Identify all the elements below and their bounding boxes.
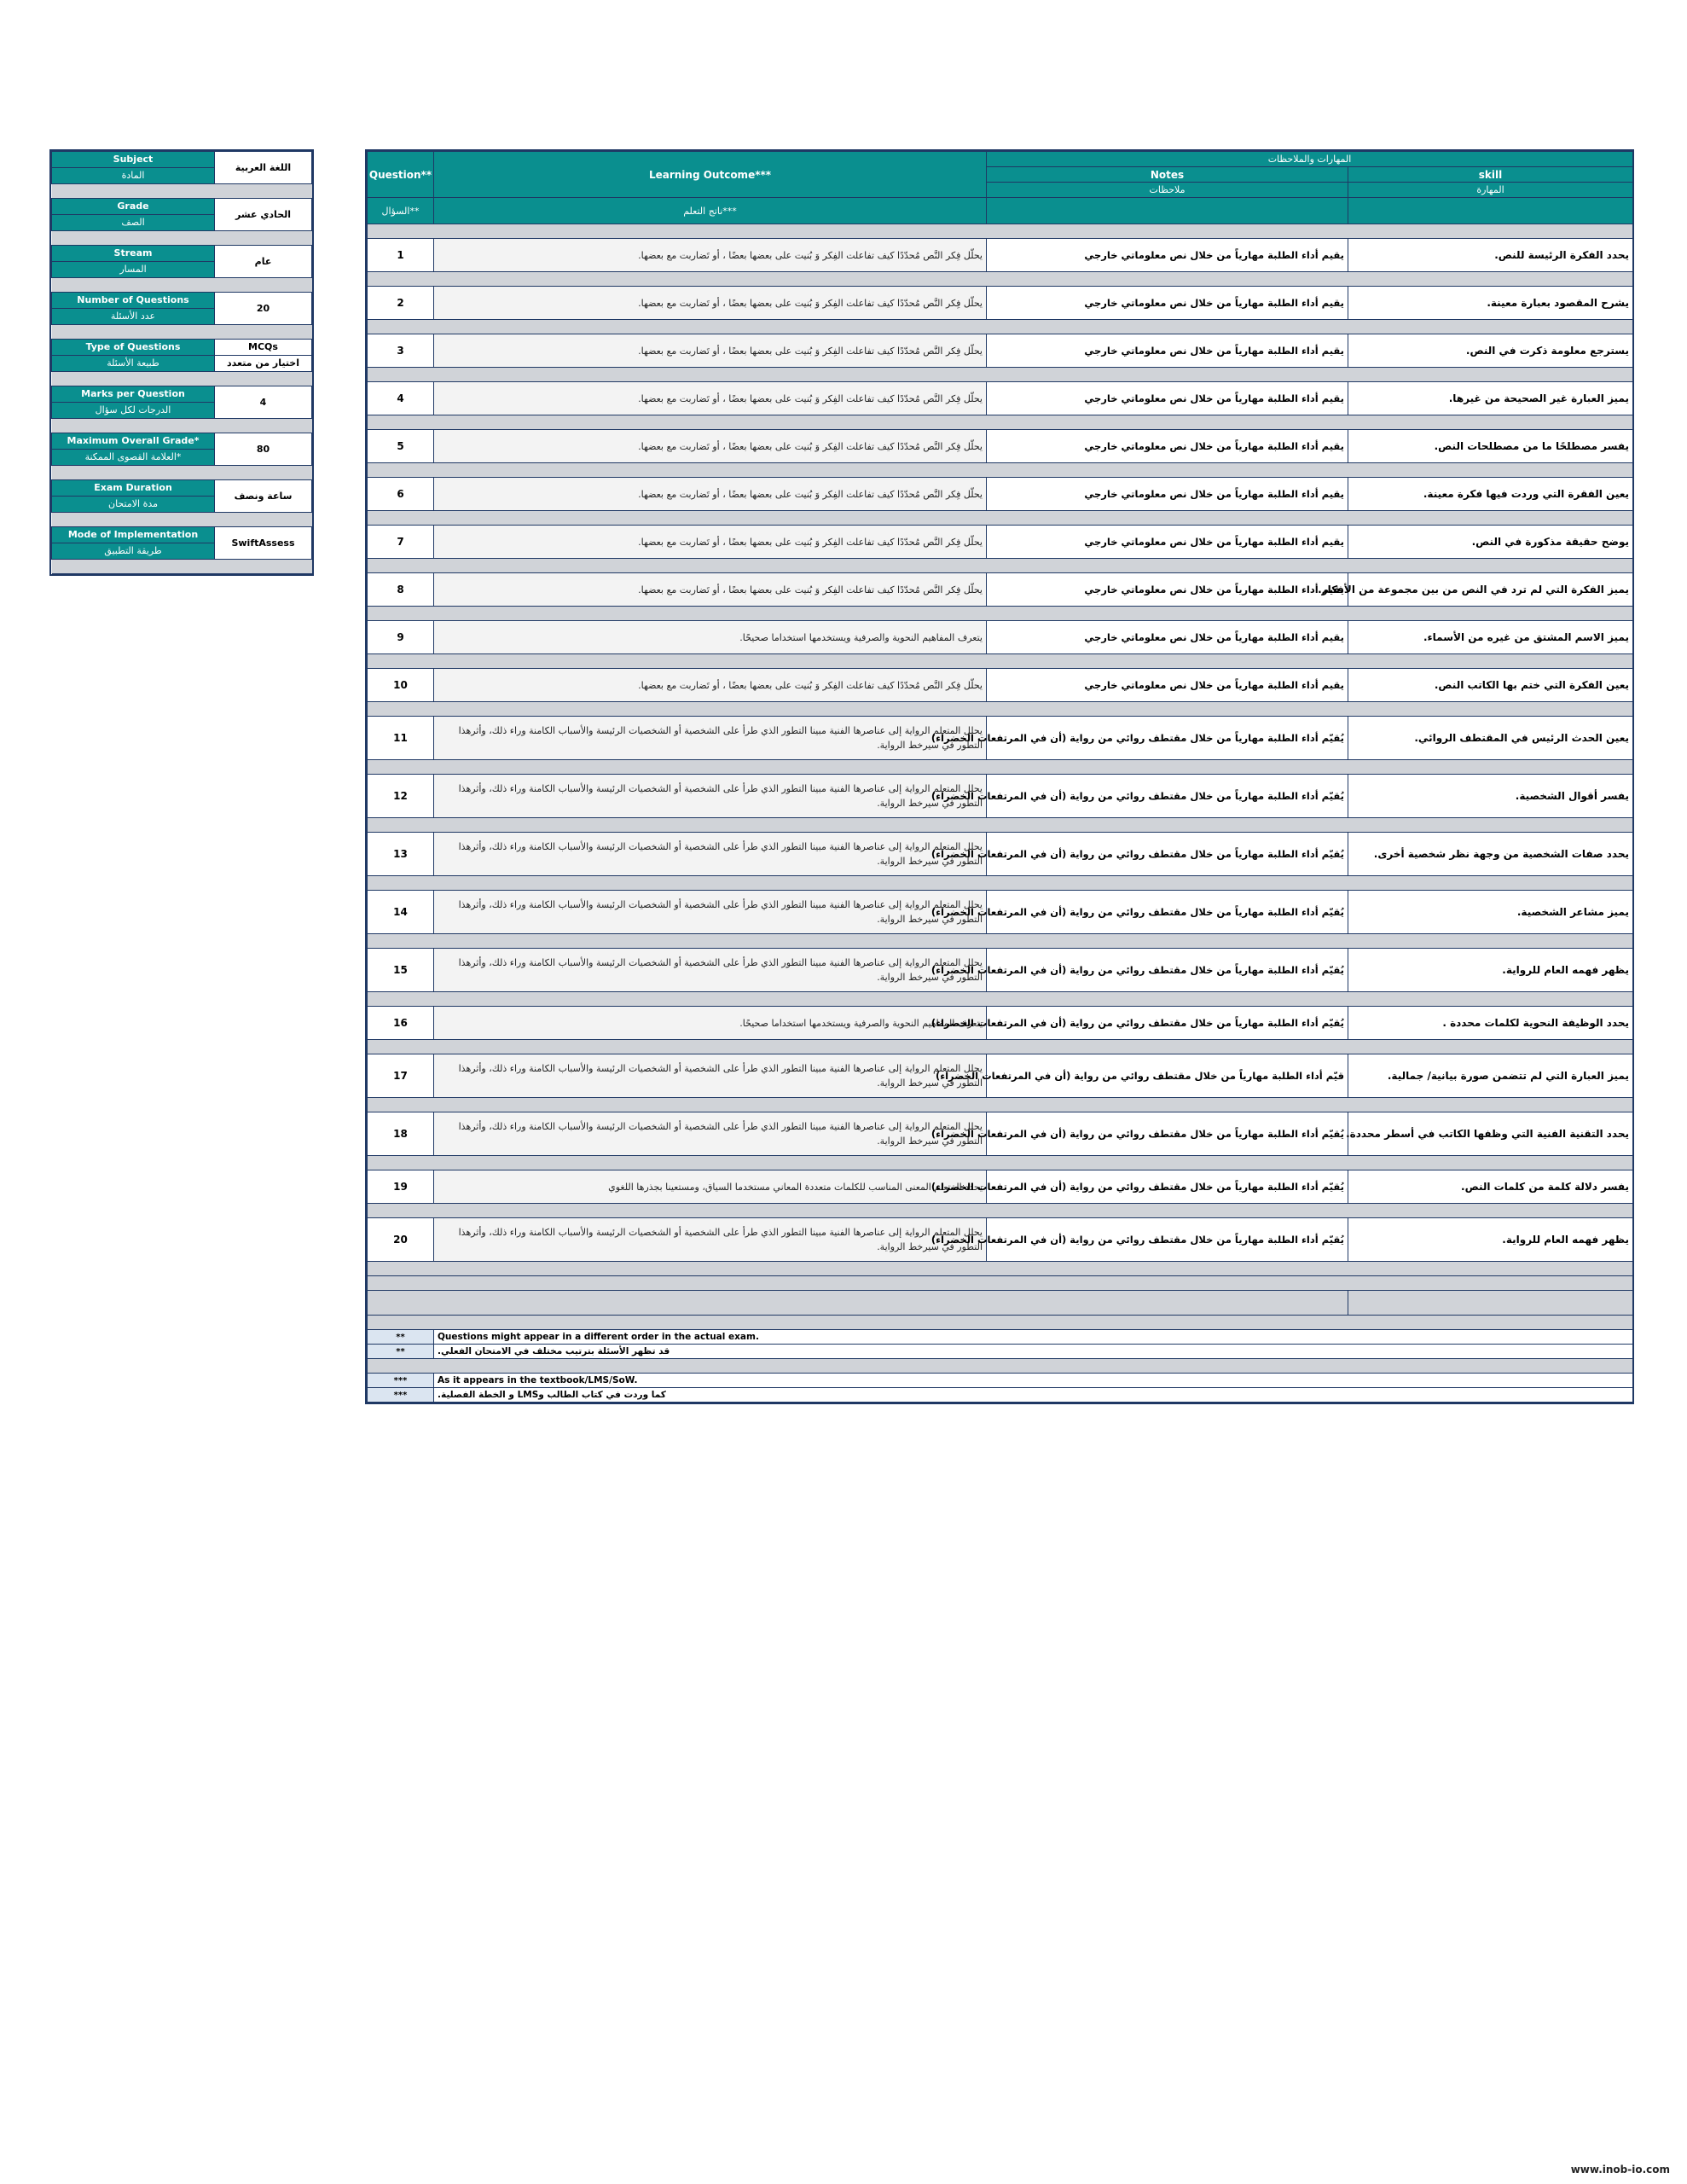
question-number: 18 xyxy=(368,1112,434,1156)
table-row xyxy=(368,775,1633,818)
learning-outcome-cell: يحلل المتعلم الرواية إلى عناصرها الفنية مبينا التطور الذي طرأ على الشخصية أو الشخصيات الرئيسة والأسباب الكامنة وراء ذلك، وأثرهذا التطور في سيرخط الرواية. xyxy=(434,775,987,818)
learning-outcome-cell: يحلل المتعلم الرواية إلى عناصرها الفنية مبينا التطور الذي طرأ على الشخصية أو الشخصيات الرئيسة والأسباب الكامنة وراء ذلك، وأثرهذا التطور في سيرخط الرواية. xyxy=(434,1112,987,1156)
info-label-ar: المسار xyxy=(52,262,215,278)
table-separator xyxy=(368,1040,1633,1054)
skill-cell: يظهر فهمه العام للرواية. xyxy=(1348,949,1633,992)
footnote-symbol: ** xyxy=(368,1345,434,1359)
question-number: 20 xyxy=(368,1218,434,1262)
info-label: Marks per Question xyxy=(52,386,215,403)
site-watermark: www.inob-io.com xyxy=(1570,2164,1670,2175)
info-label: Stream xyxy=(52,246,215,262)
notes-cell: يقيم أداء الطلبة مهارياً من خلال نص معلوماتي خارجي xyxy=(987,382,1348,415)
info-separator xyxy=(52,184,312,199)
learning-outcome-cell: يحلل المتعلم الرواية إلى عناصرها الفنية مبينا التطور الذي طرأ على الشخصية أو الشخصيات الرئيسة والأسباب الكامنة وراء ذلك، وأثرهذا التطور في سيرخط الرواية. xyxy=(434,949,987,992)
footnote-text-ar: قد تظهر الأسئلة بترتيب مختلف في الامتحان الفعلي. xyxy=(434,1345,1633,1359)
learning-outcome-cell: يحلّل فِكر النَّص مُحدّدًا كيف تفاعلت الفِكر وَ بُنيت على بعضها بعضًا ، أو تَضاربت مع بعضها. xyxy=(434,478,987,511)
notes-cell: يقيم أداء الطلبة مهارياً من خلال نص معلوماتي خارجي xyxy=(987,669,1348,702)
skill-header-ar: المهارة xyxy=(1348,183,1633,198)
learning-outcome-cell: يحلل المتعلم الرواية إلى عناصرها الفنية مبينا التطور الذي طرأ على الشخصية أو الشخصيات الرئيسة والأسباب الكامنة وراء ذلك، وأثرهذا التطور في سيرخط الرواية. xyxy=(434,1218,987,1262)
info-separator xyxy=(52,513,312,527)
learning-outcome-cell: يحلّل فِكر النَّص مُحدّدًا كيف تفاعلت الفِكر وَ بُنيت على بعضها بعضًا ، أو تَضاربت مع بعضها. xyxy=(434,669,987,702)
notes-cell: يقيم أداء الطلبة مهارياً من خلال نص معلوماتي خارجي xyxy=(987,478,1348,511)
learning-outcome-cell: يحلّل فِكر النَّص مُحدّدًا كيف تفاعلت الفِكر وَ بُنيت على بعضها بعضًا ، أو تَضاربت مع بعضها. xyxy=(434,334,987,368)
question-number: 11 xyxy=(368,717,434,760)
info-separator xyxy=(52,419,312,433)
question-number: 8 xyxy=(368,573,434,607)
skill-cell: يميز العبارة غير الصحيحة من غيرها. xyxy=(1348,382,1633,415)
table-separator xyxy=(368,415,1633,430)
learning-outcome-cell: يحلّل فِكر النَّص مُحدّدًا كيف تفاعلت الفِكر وَ بُنيت على بعضها بعضًا ، أو تَضاربت مع بعضها. xyxy=(434,382,987,415)
learning-outcome-cell: يحلّل فِكر النَّص مُحدّدًا كيف تفاعلت الفِكر وَ بُنيت على بعضها بعضًا ، أو تَضاربت مع بعضها. xyxy=(434,573,987,607)
table-separator xyxy=(368,1316,1633,1330)
learning-outcome-header: Learning Outcome*** xyxy=(434,152,987,198)
skill-cell: يعين الفقرة التي وردت فيها فكرة معينة. xyxy=(1348,478,1633,511)
skill-cell: يحدد التقنية الفنية التي وظفها الكاتب في أسطر محددة. xyxy=(1348,1112,1633,1156)
learning-outcome-cell: يحلّل فِكر النَّص مُحدّدًا كيف تفاعلت الفِكر وَ بُنيت على بعضها بعضًا ، أو تَضاربت مع بعضها. xyxy=(434,239,987,272)
header-filler xyxy=(987,198,1348,224)
skill-cell: يحدد الفكرة الرئيسة للنص. xyxy=(1348,239,1633,272)
notes-cell: يُقيّم أداء الطلبة مهارياً من خلال مقتطف روائي من رواية (أن في المرتفعات الخضراء) xyxy=(987,891,1348,934)
table-row xyxy=(368,239,1633,272)
table-separator xyxy=(368,1359,1633,1374)
info-label: Mode of Implementation xyxy=(52,527,215,543)
footnote-symbol: *** xyxy=(368,1374,434,1388)
skills-notes-group-header: المهارات والملاحظات xyxy=(987,152,1633,167)
table-separator xyxy=(368,511,1633,526)
question-number: 15 xyxy=(368,949,434,992)
info-label-ar: طبيعة الأسئلة xyxy=(52,356,215,372)
info-value: 20 xyxy=(215,293,312,325)
notes-cell: يقيم أداء الطلبة مهارياً من خلال نص معلوماتي خارجي xyxy=(987,621,1348,654)
info-label-ar: عدد الأسئلة xyxy=(52,309,215,325)
table-separator xyxy=(368,368,1633,382)
skill-cell: يحدد صفات الشخصية من وجهة نظر شخصية أخرى. xyxy=(1348,833,1633,876)
table-row xyxy=(368,669,1633,702)
table-separator xyxy=(368,1276,1633,1291)
table-separator xyxy=(368,1262,1633,1276)
table-row xyxy=(368,891,1633,934)
table-separator xyxy=(368,654,1633,669)
table-separator xyxy=(368,818,1633,833)
table-row xyxy=(368,382,1633,415)
table-row xyxy=(368,1007,1633,1040)
table-separator xyxy=(368,607,1633,621)
table-row xyxy=(368,1218,1633,1262)
notes-cell: يُقيّم أداء الطلبة مهارياً من خلال مقتطف روائي من رواية (أن في المرتفعات الخضراء) xyxy=(987,1170,1348,1204)
question-number: 17 xyxy=(368,1054,434,1098)
exam-info-panel xyxy=(49,149,314,576)
table-row xyxy=(368,287,1633,320)
learning-outcome-cell: يحلّل فِكر النَّص مُحدّدًا كيف تفاعلت الفِكر وَ بُنيت على بعضها بعضًا ، أو تَضاربت مع بعضها. xyxy=(434,526,987,559)
info-value-ar: اختيار من متعدد xyxy=(215,356,312,372)
skill-cell: يعين الحدث الرئيس في المقتطف الروائي. xyxy=(1348,717,1633,760)
skill-cell: يفسر أقوال الشخصية. xyxy=(1348,775,1633,818)
info-value: 80 xyxy=(215,433,312,466)
info-label-ar: الدرجات لكل سؤال xyxy=(52,403,215,419)
notes-cell: يقيم أداء الطلبة مهارياً من خلال نص معلوماتي خارجي xyxy=(987,239,1348,272)
learning-outcome-cell: يحدد المتعلم المعنى المناسب للكلمات متعددة المعاني مستخدما السياق، ومستعينا بجذرها اللغوي xyxy=(434,1170,987,1204)
info-value: عام xyxy=(215,246,312,278)
learning-outcome-header-ar: ناتج التعلم*** xyxy=(434,198,987,224)
blank-row xyxy=(1348,1291,1633,1316)
table-row xyxy=(368,717,1633,760)
question-number: 10 xyxy=(368,669,434,702)
table-row xyxy=(368,526,1633,559)
info-label: Exam Duration xyxy=(52,480,215,497)
question-number: 12 xyxy=(368,775,434,818)
info-value: MCQs xyxy=(215,340,312,356)
skill-cell: يميز الفكرة التي لم ترد في النص من بين مجموعة من الأفكار. xyxy=(1348,573,1633,607)
table-separator xyxy=(368,224,1633,239)
info-label: Subject xyxy=(52,152,215,168)
info-separator xyxy=(52,466,312,480)
notes-header-ar: ملاحظات xyxy=(987,183,1348,198)
info-label: Type of Questions xyxy=(52,340,215,356)
notes-cell: يقيم أداء الطلبة مهارياً من خلال نص معلوماتي خارجي xyxy=(987,430,1348,463)
question-number: 19 xyxy=(368,1170,434,1204)
skill-cell: يميز العبارة التي لم تتضمن صورة بيانية/ جمالية. xyxy=(1348,1054,1633,1098)
learning-outcome-cell: يحلّل فِكر النَّص مُحدّدًا كيف تفاعلت الفِكر وَ بُنيت على بعضها بعضًا ، أو تَضاربت مع بعضها. xyxy=(434,430,987,463)
learning-outcome-cell: يتعرف المفاهيم النحوية والصرفية ويستخدمها استخداما صحيحًا. xyxy=(434,621,987,654)
table-separator xyxy=(368,992,1633,1007)
skill-cell: يشرح المقصود بعبارة معينة. xyxy=(1348,287,1633,320)
question-header-ar: السؤال** xyxy=(368,198,434,224)
table-row xyxy=(368,1054,1633,1098)
question-number: 13 xyxy=(368,833,434,876)
table-row xyxy=(368,573,1633,607)
table-row xyxy=(368,478,1633,511)
footnote-text-ar: كما وردت في كتاب الطالب وLMS و الخطة الفصلية. xyxy=(434,1388,1633,1403)
info-value: 4 xyxy=(215,386,312,419)
question-number: 16 xyxy=(368,1007,434,1040)
learning-outcome-cell: يتعرف المفاهيم النحوية والصرفية ويستخدمها استخداما صحيحًا. xyxy=(434,1007,987,1040)
question-number: 3 xyxy=(368,334,434,368)
info-label: Number of Questions xyxy=(52,293,215,309)
notes-cell: قيّم أداء الطلبة مهارياً من خلال مقتطف روائي من رواية (أن في المرتفعات الخضراء) xyxy=(987,1054,1348,1098)
question-number: 2 xyxy=(368,287,434,320)
notes-cell: يُقيّم أداء الطلبة مهارياً من خلال مقتطف روائي من رواية (أن في المرتفعات الخضراء) xyxy=(987,1218,1348,1262)
footnote-text: Questions might appear in a different order in the actual exam. xyxy=(434,1330,1633,1345)
info-value: الحادي عشر xyxy=(215,199,312,231)
skill-cell: يفسر دلالة كلمة من كلمات النص. xyxy=(1348,1170,1633,1204)
info-label-ar: العلامة القصوى الممكنة* xyxy=(52,450,215,466)
notes-cell: يُقيّم أداء الطلبة مهارياً من خلال مقتطف روائي من رواية (أن في المرتفعات الخضراء) xyxy=(987,833,1348,876)
exam-specification-table xyxy=(365,149,1634,1404)
notes-cell: يقيم أداء الطلبة مهارياً من خلال نص معلوماتي خارجي xyxy=(987,287,1348,320)
table-row xyxy=(368,833,1633,876)
notes-cell: يُقيّم أداء الطلبة مهارياً من خلال مقتطف روائي من رواية (أن في المرتفعات الخضراء) xyxy=(987,949,1348,992)
table-row xyxy=(368,1112,1633,1156)
learning-outcome-cell: يحلّل فِكر النَّص مُحدّدًا كيف تفاعلت الفِكر وَ بُنيت على بعضها بعضًا ، أو تَضاربت مع بعضها. xyxy=(434,287,987,320)
skill-header: skill xyxy=(1348,167,1633,183)
skill-cell: يميز الاسم المشتق من غيره من الأسماء. xyxy=(1348,621,1633,654)
question-number: 4 xyxy=(368,382,434,415)
table-row xyxy=(368,334,1633,368)
notes-cell: يقيم أداء الطلبة مهارياً من خلال نص معلوماتي خارجي xyxy=(987,526,1348,559)
table-row xyxy=(368,949,1633,992)
notes-cell: يُقيّم أداء الطلبة مهارياً من خلال مقتطف روائي من رواية (أن في المرتفعات الخضراء) xyxy=(987,775,1348,818)
skill-cell: يسترجع معلومة ذكرت في النص. xyxy=(1348,334,1633,368)
info-value: ساعة ونصف xyxy=(215,480,312,513)
info-value: اللغة العربية xyxy=(215,152,312,184)
info-label: Maximum Overall Grade* xyxy=(52,433,215,450)
question-number: 5 xyxy=(368,430,434,463)
skill-cell: يعين الفكرة التي ختم بها الكاتب النص. xyxy=(1348,669,1633,702)
info-separator xyxy=(52,560,312,574)
info-separator xyxy=(52,372,312,386)
info-separator xyxy=(52,231,312,246)
skill-cell: يميز مشاعر الشخصية. xyxy=(1348,891,1633,934)
learning-outcome-cell: يحلل المتعلم الرواية إلى عناصرها الفنية مبينا التطور الذي طرأ على الشخصية أو الشخصيات الرئيسة والأسباب الكامنة وراء ذلك، وأثرهذا التطور في سيرخط الرواية. xyxy=(434,891,987,934)
question-number: 7 xyxy=(368,526,434,559)
notes-cell: يقيم أداء الطلبة مهارياً من خلال نص معلوماتي خارجي xyxy=(987,573,1348,607)
question-number: 6 xyxy=(368,478,434,511)
table-separator xyxy=(368,702,1633,717)
table-separator xyxy=(368,272,1633,287)
blank-row xyxy=(368,1291,1348,1316)
table-separator xyxy=(368,760,1633,775)
exam-info-table xyxy=(51,151,312,574)
notes-cell: يُقيّم أداء الطلبة مهارياً من خلال مقتطف روائي من رواية (أن في المرتفعات الخضراء) xyxy=(987,717,1348,760)
table-row xyxy=(368,430,1633,463)
table-row xyxy=(368,1170,1633,1204)
footnote-symbol: *** xyxy=(368,1388,434,1403)
question-number: 14 xyxy=(368,891,434,934)
table-separator xyxy=(368,1204,1633,1218)
skill-cell: يظهر فهمه العام للرواية. xyxy=(1348,1218,1633,1262)
info-label-ar: طريقة التطبيق xyxy=(52,543,215,560)
skill-cell: يوضح حقيقة مذكورة في النص. xyxy=(1348,526,1633,559)
info-label-ar: المادة xyxy=(52,168,215,184)
table-separator xyxy=(368,1156,1633,1170)
table-separator xyxy=(368,876,1633,891)
table-row xyxy=(368,621,1633,654)
table-separator xyxy=(368,934,1633,949)
info-label: Grade xyxy=(52,199,215,215)
info-separator xyxy=(52,278,312,293)
question-number: 9 xyxy=(368,621,434,654)
header-filler xyxy=(1348,198,1633,224)
notes-cell: يقيم أداء الطلبة مهارياً من خلال نص معلوماتي خارجي xyxy=(987,334,1348,368)
notes-cell: يُقيّم أداء الطلبة مهارياً من خلال مقتطف روائي من رواية (أن في المرتفعات الخضراء) xyxy=(987,1112,1348,1156)
question-header: Question** xyxy=(368,152,434,198)
learning-outcome-cell: يحلل المتعلم الرواية إلى عناصرها الفنية مبينا التطور الذي طرأ على الشخصية أو الشخصيات الرئيسة والأسباب الكامنة وراء ذلك، وأثرهذا التطور في سيرخط الرواية. xyxy=(434,1054,987,1098)
info-separator xyxy=(52,325,312,340)
notes-header: Notes xyxy=(987,167,1348,183)
table-separator xyxy=(368,1098,1633,1112)
info-value: SwiftAssess xyxy=(215,527,312,560)
question-number: 1 xyxy=(368,239,434,272)
skill-cell: يحدد الوظيفة النحوية لكلمات محددة . xyxy=(1348,1007,1633,1040)
footnote-text: As it appears in the textbook/LMS/SoW. xyxy=(434,1374,1633,1388)
info-label-ar: الصف xyxy=(52,215,215,231)
learning-outcome-cell: يحلل المتعلم الرواية إلى عناصرها الفنية مبينا التطور الذي طرأ على الشخصية أو الشخصيات الرئيسة والأسباب الكامنة وراء ذلك، وأثرهذا التطور في سيرخط الرواية. xyxy=(434,717,987,760)
table-separator xyxy=(368,463,1633,478)
footnote-symbol: ** xyxy=(368,1330,434,1345)
info-label-ar: مدة الامتحان xyxy=(52,497,215,513)
table-separator xyxy=(368,320,1633,334)
notes-cell: يُقيّم أداء الطلبة مهارياً من خلال مقتطف روائي من رواية (أن في المرتفعات الخضراء) xyxy=(987,1007,1348,1040)
learning-outcome-cell: يحلل المتعلم الرواية إلى عناصرها الفنية مبينا التطور الذي طرأ على الشخصية أو الشخصيات الرئيسة والأسباب الكامنة وراء ذلك، وأثرهذا التطور في سيرخط الرواية. xyxy=(434,833,987,876)
table-separator xyxy=(368,559,1633,573)
skill-cell: يفسر مصطلحًا ما من مصطلحات النص. xyxy=(1348,430,1633,463)
